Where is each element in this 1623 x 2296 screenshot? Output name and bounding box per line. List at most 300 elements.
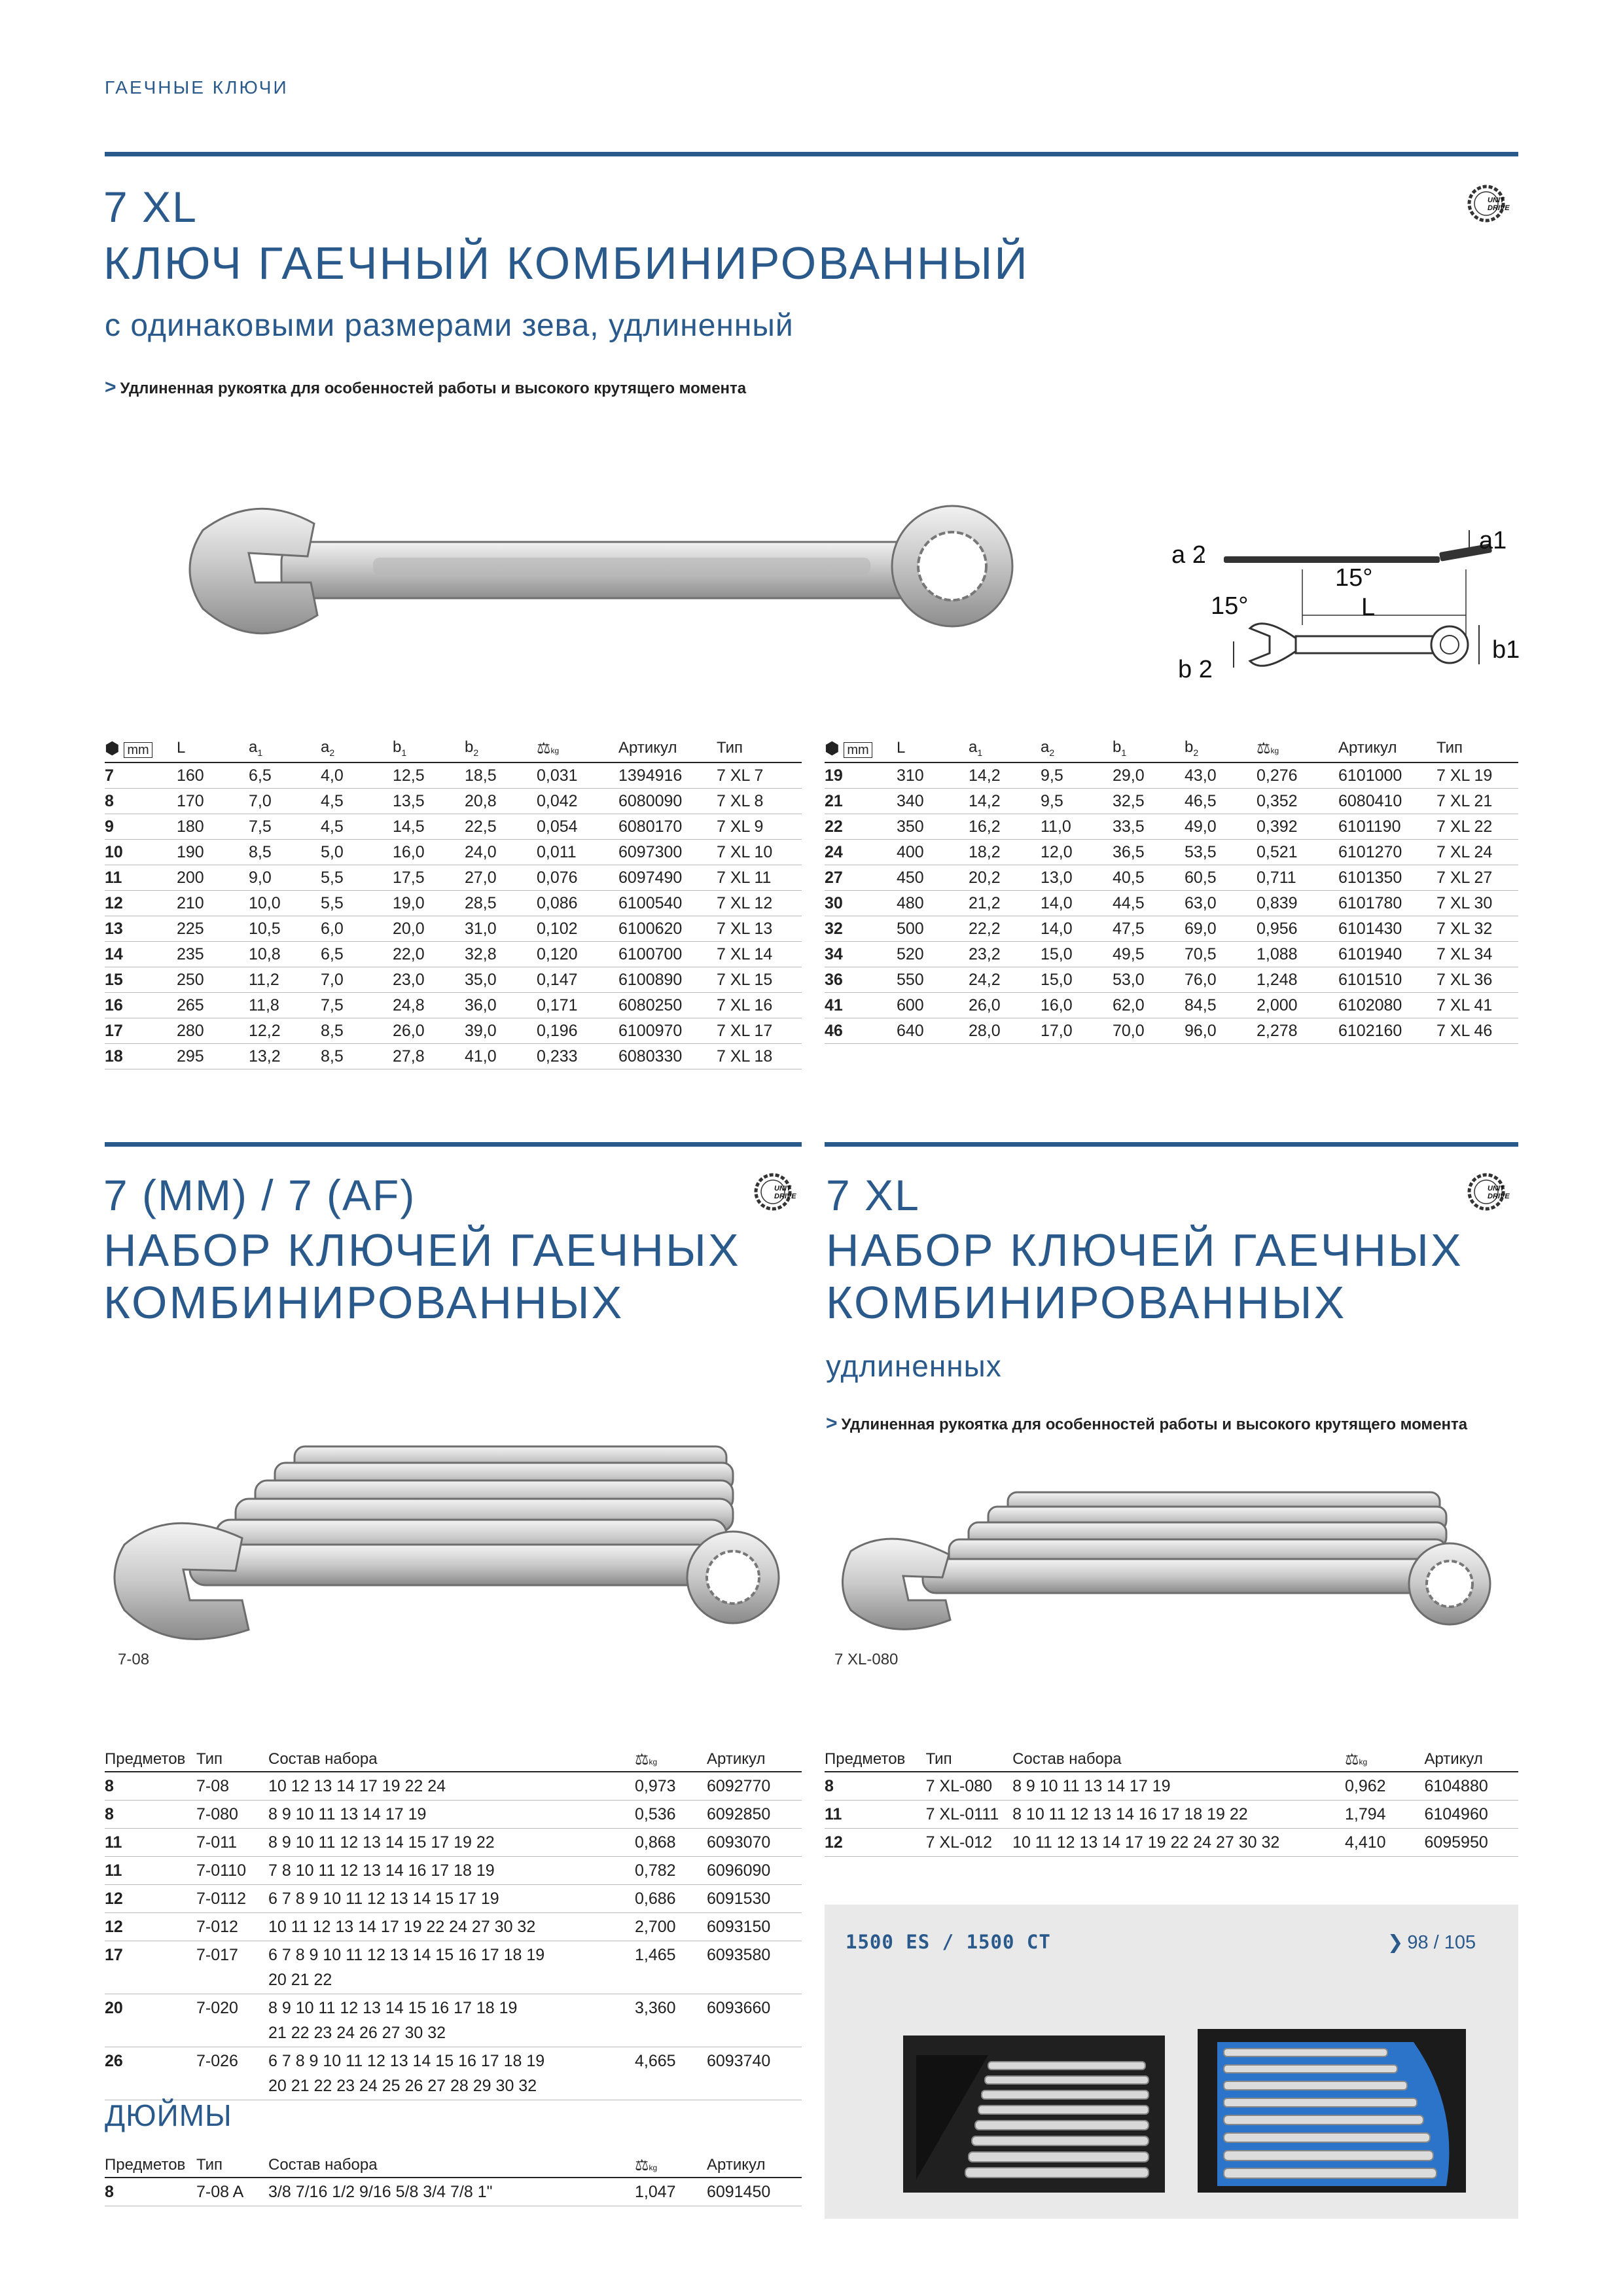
table-cell: 0,782 xyxy=(635,1857,707,1885)
right-set-title-line1: НАБОР КЛЮЧЕЙ ГАЕЧНЫХ xyxy=(826,1225,1463,1276)
right-set-table xyxy=(825,1748,1518,1857)
table-row xyxy=(105,1857,802,1885)
table-cell: 8 9 10 11 12 13 14 15 16 17 18 19 21 22 23 24 26 27 30 32 xyxy=(268,1994,635,2047)
table-cell: 4,410 xyxy=(1345,1829,1424,1857)
table-cell: 7,5 xyxy=(249,814,321,840)
table-cell: 7 XL 32 xyxy=(1436,916,1518,942)
table-cell: 7 XL 46 xyxy=(1436,1018,1518,1044)
table-cell: 16 xyxy=(105,993,177,1018)
table-cell: 0,973 xyxy=(635,1772,707,1801)
right-set-title-line2: КОМБИНИРОВАННЫХ xyxy=(826,1277,1347,1328)
table-cell: 0,536 xyxy=(635,1801,707,1829)
table-cell: 12,5 xyxy=(393,762,465,789)
table-cell: 235 xyxy=(177,942,249,967)
table-cell: 49,5 xyxy=(1113,942,1185,967)
col-a1-sub: 1 xyxy=(977,747,983,758)
table-cell: 1,088 xyxy=(1257,942,1338,967)
table-cell: 6100890 xyxy=(618,967,717,993)
table-cell: 8 xyxy=(105,1801,196,1829)
badge-text-unit: UNIT xyxy=(774,1185,791,1193)
left-set-table xyxy=(105,1748,802,2100)
table-cell: 15,0 xyxy=(1041,967,1113,993)
table-cell: 19 xyxy=(825,762,897,789)
table-row xyxy=(105,814,802,840)
col-a2 xyxy=(1041,734,1113,762)
table-cell: 35,0 xyxy=(465,967,537,993)
col-b2-letter: b xyxy=(465,738,474,757)
spec-table-left xyxy=(105,734,802,1069)
table-cell: 11,0 xyxy=(1041,814,1113,840)
table-cell: 39,0 xyxy=(465,1018,537,1044)
table-cell: 8 xyxy=(105,2178,196,2206)
table-cell: 13,0 xyxy=(1041,865,1113,891)
col-b1 xyxy=(1113,734,1185,762)
bullet-arrow-icon: > xyxy=(826,1412,838,1434)
col-weight xyxy=(1345,1748,1424,1772)
table-cell: 32,5 xyxy=(1113,789,1185,814)
table-cell: 2,700 xyxy=(635,1913,707,1941)
table-cell: 14 xyxy=(105,942,177,967)
table-cell: 34 xyxy=(825,942,897,967)
wrench-set-image xyxy=(111,1433,785,1649)
table-cell: 16,2 xyxy=(969,814,1041,840)
table-cell: 11,2 xyxy=(249,967,321,993)
table-cell: 27,0 xyxy=(465,865,537,891)
dimension-diagram xyxy=(1171,517,1531,687)
table-row xyxy=(825,942,1518,967)
badge-text-drive: DRIVE xyxy=(1488,204,1510,212)
table-cell: 0,086 xyxy=(537,891,618,916)
table-cell: 170 xyxy=(177,789,249,814)
table-cell: 6101000 xyxy=(1338,762,1436,789)
scale-icon: ⚖ xyxy=(635,2156,649,2174)
table-cell: 53,0 xyxy=(1113,967,1185,993)
panel-page-ref[interactable] xyxy=(1387,1931,1476,1954)
table-cell: 40,5 xyxy=(1113,865,1185,891)
table-cell: 22,0 xyxy=(393,942,465,967)
feature-bullet-text: Удлиненная рукоятка для особенностей работы и высокого крутящего момента xyxy=(120,380,747,397)
bullet-arrow-icon: > xyxy=(105,376,116,398)
table-cell: 450 xyxy=(897,865,969,891)
table-cell: 6101190 xyxy=(1338,814,1436,840)
table-cell: 6091450 xyxy=(707,2178,802,2206)
table-cell: 350 xyxy=(897,814,969,840)
inch-title: ДЮЙМЫ xyxy=(105,2098,232,2132)
table-cell: 0,076 xyxy=(537,865,618,891)
scale-icon: ⚖ xyxy=(635,1750,649,1768)
table-cell: 11 xyxy=(105,865,177,891)
col-size xyxy=(105,734,177,762)
badge-text-drive: DRIVE xyxy=(774,1193,796,1200)
table-row xyxy=(105,1772,802,1801)
table-cell: 6 7 8 9 10 11 12 13 14 15 16 17 18 19 20 21 22 23 24 25 26 27 28 29 30 32 xyxy=(268,2047,635,2100)
table-cell: 6080090 xyxy=(618,789,717,814)
table-cell: 6102160 xyxy=(1338,1018,1436,1044)
table-row xyxy=(105,762,802,789)
table-cell: 20,0 xyxy=(393,916,465,942)
chevron-right-icon: ❯ xyxy=(1387,1932,1404,1953)
col-count: Предметов xyxy=(825,1748,926,1772)
table-cell: 10 xyxy=(105,840,177,865)
product-model: 7 XL xyxy=(103,183,198,231)
table-cell: 0,147 xyxy=(537,967,618,993)
table-cell: 3,360 xyxy=(635,1994,707,2047)
table-cell: 7 XL 30 xyxy=(1436,891,1518,916)
col-weight-unit: kg xyxy=(649,2162,658,2172)
table-cell: 9 xyxy=(105,814,177,840)
table-cell: 480 xyxy=(897,891,969,916)
table-cell: 0,868 xyxy=(635,1829,707,1857)
table-cell: 18,5 xyxy=(465,762,537,789)
table-cell: 84,5 xyxy=(1185,993,1257,1018)
table-cell: 12 xyxy=(105,1913,196,1941)
table-cell: 6101430 xyxy=(1338,916,1436,942)
table-cell: 46,5 xyxy=(1185,789,1257,814)
table-cell: 14,0 xyxy=(1041,916,1113,942)
col-weight-unit: kg xyxy=(1270,745,1279,755)
dim-angle-label-2: 15° xyxy=(1211,592,1249,620)
col-b2-sub: 2 xyxy=(473,747,479,758)
table-cell: 7 XL 13 xyxy=(717,916,802,942)
unit-drive-badge-icon xyxy=(1466,183,1510,224)
table-cell: 340 xyxy=(897,789,969,814)
table-cell: 24,8 xyxy=(393,993,465,1018)
table-cell: 1,248 xyxy=(1257,967,1338,993)
table-cell: 16,0 xyxy=(1041,993,1113,1018)
table-cell: 23,0 xyxy=(393,967,465,993)
table-cell: 11 xyxy=(105,1857,196,1885)
table-cell: 2,278 xyxy=(1257,1018,1338,1044)
table-cell: 7 XL-0111 xyxy=(926,1801,1013,1829)
table-row xyxy=(105,1941,802,1994)
col-count: Предметов xyxy=(105,2153,196,2178)
table-cell: 1,465 xyxy=(635,1941,707,1994)
table-cell: 26 xyxy=(105,2047,196,2100)
table-cell: 20,2 xyxy=(969,865,1041,891)
table-row xyxy=(105,1913,802,1941)
table-cell: 6100700 xyxy=(618,942,717,967)
col-weight xyxy=(635,2153,707,2178)
wrench-image xyxy=(177,484,1060,668)
table-cell: 8 xyxy=(105,1772,196,1801)
table-cell: 15 xyxy=(105,967,177,993)
table-cell: 225 xyxy=(177,916,249,942)
table-row xyxy=(105,993,802,1018)
table-cell: 7 XL 17 xyxy=(717,1018,802,1044)
spec-table-right xyxy=(825,734,1518,1044)
dim-angle-label: 15° xyxy=(1335,564,1373,592)
col-a2-letter: a xyxy=(1041,738,1050,757)
table-cell: 32,8 xyxy=(465,942,537,967)
table-cell: 0,196 xyxy=(537,1018,618,1044)
dim-a2-label: a 2 xyxy=(1171,541,1206,569)
table-cell: 6080330 xyxy=(618,1044,717,1069)
col-a1-letter: a xyxy=(969,738,978,757)
table-cell: 11,8 xyxy=(249,993,321,1018)
table-cell: 31,0 xyxy=(465,916,537,942)
table-cell: 520 xyxy=(897,942,969,967)
col-length: L xyxy=(897,734,969,762)
table-cell: 8,5 xyxy=(321,1018,393,1044)
left-set-title-line2: КОМБИНИРОВАННЫХ xyxy=(103,1277,624,1328)
table-cell: 17,5 xyxy=(393,865,465,891)
table-cell: 7 XL-080 xyxy=(926,1772,1013,1801)
table-cell: 7 XL 10 xyxy=(717,840,802,865)
col-type: Тип xyxy=(717,734,802,762)
table-cell: 6080410 xyxy=(1338,789,1436,814)
table-cell: 13,5 xyxy=(393,789,465,814)
col-weight xyxy=(537,734,618,762)
dim-b1-label: b1 xyxy=(1492,636,1520,664)
table-cell: 36 xyxy=(825,967,897,993)
col-weight xyxy=(635,1748,707,1772)
table-cell: 18 xyxy=(105,1044,177,1069)
table-cell: 28,5 xyxy=(465,891,537,916)
table-cell: 0,054 xyxy=(537,814,618,840)
col-length: L xyxy=(177,734,249,762)
table-cell: 5,0 xyxy=(321,840,393,865)
table-cell: 7 XL 12 xyxy=(717,891,802,916)
table-cell: 6092850 xyxy=(707,1801,802,1829)
table-cell: 7-0112 xyxy=(196,1885,268,1913)
table-cell: 41,0 xyxy=(465,1044,537,1069)
table-cell: 6104880 xyxy=(1424,1772,1518,1801)
table-cell: 10,8 xyxy=(249,942,321,967)
table-cell: 0,352 xyxy=(1257,789,1338,814)
foam-insert-ct-image xyxy=(1198,2029,1466,2193)
table-cell: 7 XL 21 xyxy=(1436,789,1518,814)
table-cell: 0,686 xyxy=(635,1885,707,1913)
left-set-model: 7 (MM) / 7 (AF) xyxy=(103,1171,416,1219)
table-cell: 33,5 xyxy=(1113,814,1185,840)
table-cell: 7 XL 9 xyxy=(717,814,802,840)
table-cell: 4,0 xyxy=(321,762,393,789)
table-cell: 13 xyxy=(105,916,177,942)
table-cell: 6101270 xyxy=(1338,840,1436,865)
table-cell: 10 11 12 13 14 17 19 22 24 27 30 32 xyxy=(268,1913,635,1941)
table-cell: 7 XL 18 xyxy=(717,1044,802,1069)
table-cell: 6,5 xyxy=(321,942,393,967)
table-cell: 0,521 xyxy=(1257,840,1338,865)
dim-a1-label: a1 xyxy=(1479,527,1507,554)
table-cell: 7 XL 22 xyxy=(1436,814,1518,840)
col-article: Артикул xyxy=(707,2153,802,2178)
badge-text-unit: UNIT xyxy=(1488,1185,1505,1193)
col-weight-unit: kg xyxy=(550,745,560,755)
right-set-divider xyxy=(825,1142,1518,1147)
feature-bullet xyxy=(105,376,746,399)
table-cell: 22 xyxy=(825,814,897,840)
table-cell: 26,0 xyxy=(393,1018,465,1044)
table-cell: 44,5 xyxy=(1113,891,1185,916)
table-cell: 640 xyxy=(897,1018,969,1044)
table-cell: 6097300 xyxy=(618,840,717,865)
product-subtitle: с одинаковыми размерами зева, удлиненный xyxy=(105,308,794,343)
table-row xyxy=(105,840,802,865)
table-cell: 4,665 xyxy=(635,2047,707,2100)
col-size-unit: mm xyxy=(844,742,872,758)
dim-length-label: L xyxy=(1361,594,1376,621)
col-a1 xyxy=(249,734,321,762)
table-cell: 0,276 xyxy=(1257,762,1338,789)
xl-wrench-set-image xyxy=(838,1479,1505,1643)
table-row xyxy=(105,1801,802,1829)
table-cell: 10 12 13 14 17 19 22 24 xyxy=(268,1772,635,1801)
col-type: Тип xyxy=(1436,734,1518,762)
table-cell: 6102080 xyxy=(1338,993,1436,1018)
table-cell: 7 XL 11 xyxy=(717,865,802,891)
dim-b2-label: b 2 xyxy=(1178,656,1213,683)
table-cell: 8 10 11 12 13 14 16 17 18 19 22 xyxy=(1012,1801,1345,1829)
table-cell: 32 xyxy=(825,916,897,942)
col-content: Состав набора xyxy=(1012,1748,1345,1772)
table-cell: 6093150 xyxy=(707,1913,802,1941)
table-cell: 6,0 xyxy=(321,916,393,942)
table-cell: 9,5 xyxy=(1041,762,1113,789)
table-cell: 8 xyxy=(825,1772,926,1801)
table-row xyxy=(825,993,1518,1018)
table-cell: 12 xyxy=(105,1885,196,1913)
table-cell: 0,011 xyxy=(537,840,618,865)
table-cell: 22,2 xyxy=(969,916,1041,942)
table-cell: 7,5 xyxy=(321,993,393,1018)
table-row xyxy=(825,840,1518,865)
table-cell: 0,031 xyxy=(537,762,618,789)
table-cell: 7 XL 14 xyxy=(717,942,802,967)
table-cell: 5,5 xyxy=(321,865,393,891)
col-b2 xyxy=(1185,734,1257,762)
table-cell: 62,0 xyxy=(1113,993,1185,1018)
badge-text-drive: DRIVE xyxy=(1488,1193,1510,1200)
table-cell: 11 xyxy=(105,1829,196,1857)
left-set-caption: 7-08 xyxy=(118,1651,150,1668)
col-b2-sub: 2 xyxy=(1193,747,1199,758)
table-cell: 69,0 xyxy=(1185,916,1257,942)
table-cell: 12,0 xyxy=(1041,840,1113,865)
table-cell: 26,0 xyxy=(969,993,1041,1018)
col-b1-letter: b xyxy=(393,738,402,757)
table-row xyxy=(105,1829,802,1857)
table-cell: 70,5 xyxy=(1185,942,1257,967)
table-cell: 7 XL 41 xyxy=(1436,993,1518,1018)
table-cell: 8,5 xyxy=(249,840,321,865)
col-b1-letter: b xyxy=(1113,738,1122,757)
product-title: КЛЮЧ ГАЕЧНЫЙ КОМБИНИРОВАННЫЙ xyxy=(103,238,1029,289)
table-cell: 180 xyxy=(177,814,249,840)
table-cell: 7-012 xyxy=(196,1913,268,1941)
table-cell: 8 9 10 11 13 14 17 19 xyxy=(268,1801,635,1829)
table-cell: 0,392 xyxy=(1257,814,1338,840)
table-cell: 36,5 xyxy=(1113,840,1185,865)
table-cell: 0,962 xyxy=(1345,1772,1424,1801)
table-cell: 250 xyxy=(177,967,249,993)
table-cell: 6100620 xyxy=(618,916,717,942)
table-row xyxy=(825,789,1518,814)
right-set-subtitle: удлиненных xyxy=(826,1349,1002,1383)
table-cell: 60,5 xyxy=(1185,865,1257,891)
col-weight xyxy=(1257,734,1338,762)
table-cell: 18,2 xyxy=(969,840,1041,865)
table-cell: 49,0 xyxy=(1185,814,1257,840)
table-row xyxy=(105,1018,802,1044)
table-cell: 12,2 xyxy=(249,1018,321,1044)
table-cell: 30 xyxy=(825,891,897,916)
col-count: Предметов xyxy=(105,1748,196,1772)
table-cell: 6101350 xyxy=(1338,865,1436,891)
table-cell: 23,2 xyxy=(969,942,1041,967)
table-row xyxy=(105,2047,802,2100)
table-row xyxy=(825,967,1518,993)
table-row xyxy=(105,2178,802,2206)
table-cell: 4,5 xyxy=(321,814,393,840)
table-cell: 7-026 xyxy=(196,2047,268,2100)
table-cell: 47,5 xyxy=(1113,916,1185,942)
table-cell: 7,0 xyxy=(249,789,321,814)
table-row xyxy=(105,967,802,993)
table-cell: 7 8 10 11 12 13 14 16 17 18 19 xyxy=(268,1857,635,1885)
table-row xyxy=(825,1018,1518,1044)
table-cell: 7-011 xyxy=(196,1829,268,1857)
table-cell: 29,0 xyxy=(1113,762,1185,789)
table-row xyxy=(105,789,802,814)
right-set-bullet xyxy=(826,1412,1467,1435)
table-cell: 6097490 xyxy=(618,865,717,891)
table-cell: 14,2 xyxy=(969,762,1041,789)
table-cell: 7 XL 34 xyxy=(1436,942,1518,967)
table-cell: 6100970 xyxy=(618,1018,717,1044)
col-b1 xyxy=(393,734,465,762)
left-set-divider xyxy=(105,1142,802,1147)
table-cell: 7 XL 24 xyxy=(1436,840,1518,865)
table-cell: 10,0 xyxy=(249,891,321,916)
table-cell: 7 XL 27 xyxy=(1436,865,1518,891)
foam-insert-panel xyxy=(825,1905,1518,2219)
panel-page-ref-text: 98 / 105 xyxy=(1407,1932,1476,1953)
table-cell: 8,5 xyxy=(321,1044,393,1069)
table-cell: 280 xyxy=(177,1018,249,1044)
table-cell: 17 xyxy=(105,1018,177,1044)
table-cell: 63,0 xyxy=(1185,891,1257,916)
table-cell: 8 xyxy=(105,789,177,814)
col-a1-letter: a xyxy=(249,738,258,757)
scale-icon: ⚖ xyxy=(537,739,551,757)
table-row xyxy=(825,1801,1518,1829)
col-content: Состав набора xyxy=(268,2153,635,2178)
table-cell: 17 xyxy=(105,1941,196,1994)
table-cell: 6101780 xyxy=(1338,891,1436,916)
table-cell: 76,0 xyxy=(1185,967,1257,993)
table-cell: 7-017 xyxy=(196,1941,268,1994)
table-cell: 6101940 xyxy=(1338,942,1436,967)
left-set-title-line1: НАБОР КЛЮЧЕЙ ГАЕЧНЫХ xyxy=(103,1225,741,1276)
table-cell: 27,8 xyxy=(393,1044,465,1069)
table-cell: 6 7 8 9 10 11 12 13 14 15 17 19 xyxy=(268,1885,635,1913)
scale-icon: ⚖ xyxy=(1344,1750,1359,1768)
top-divider xyxy=(105,152,1518,156)
col-b1-sub: 1 xyxy=(401,747,407,758)
table-cell: 265 xyxy=(177,993,249,1018)
col-a2-letter: a xyxy=(321,738,330,757)
table-cell: 295 xyxy=(177,1044,249,1069)
col-article: Артикул xyxy=(1338,734,1436,762)
table-cell: 14,5 xyxy=(393,814,465,840)
col-type: Тип xyxy=(196,2153,268,2178)
table-row xyxy=(825,865,1518,891)
table-cell: 24,0 xyxy=(465,840,537,865)
table-cell: 6 7 8 9 10 11 12 13 14 15 16 17 18 19 20 21 22 xyxy=(268,1941,635,1994)
table-cell: 210 xyxy=(177,891,249,916)
table-cell: 550 xyxy=(897,967,969,993)
